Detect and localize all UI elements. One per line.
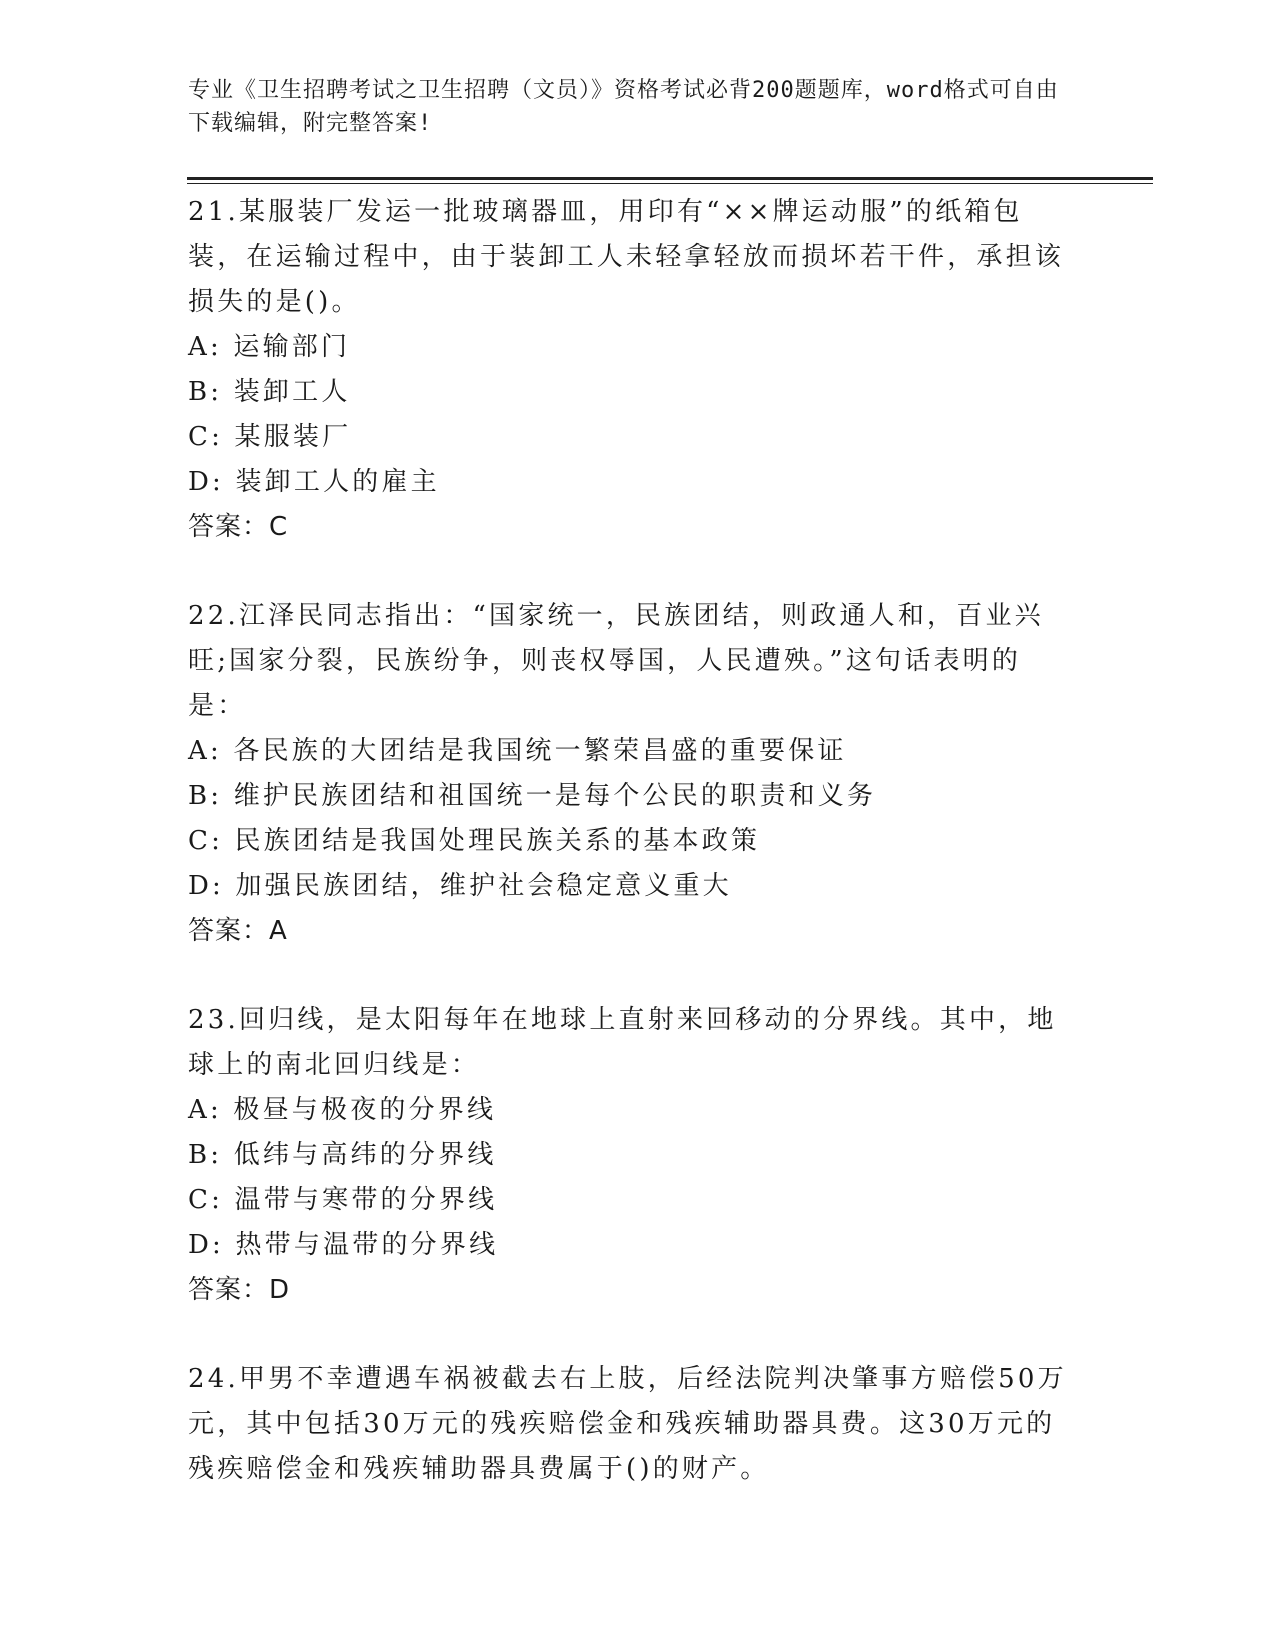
question-24 (188, 1357, 1078, 1492)
answer: 答案：D (188, 1275, 291, 1305)
option-b: B: 低纬与高纬的分界线 (188, 1140, 497, 1170)
option-d: D: 装卸工人的雇主 (188, 467, 440, 497)
option-b: B: 维护民族团结和祖国统一是每个公民的职责和义务 (188, 781, 877, 811)
question-23 (188, 998, 1078, 1313)
document-header: 专业《卫生招聘考试之卫生招聘（文员）》资格考试必背200题题库，word格式可自由下载编辑，附完整答案! (188, 78, 1059, 136)
option-b: B: 装卸工人 (188, 377, 351, 407)
option-d: D: 热带与温带的分界线 (188, 1230, 499, 1260)
header-divider-thin (187, 183, 1153, 184)
option-c: C: 某服装厂 (188, 422, 352, 452)
question-stem: 21.某服装厂发运一批玻璃器皿，用印有“××牌运动服”的纸箱包装，在运输过程中，由于装卸工人未轻拿轻放而损坏若干件，承担该损失的是()。 (188, 197, 1065, 317)
option-c: C: 民族团结是我国处理民族关系的基本政策 (188, 826, 761, 856)
question-stem: 23.回归线，是太阳每年在地球上直射来回移动的分界线。其中，地球上的南北回归线是： (188, 1005, 1057, 1080)
answer: 答案：A (188, 916, 288, 946)
question-21 (188, 190, 1078, 550)
option-a: A: 各民族的大团结是我国统一繁荣昌盛的重要保证 (188, 736, 847, 766)
question-22 (188, 594, 1078, 954)
option-a: A: 运输部门 (188, 332, 351, 362)
answer: 答案：C (188, 512, 289, 542)
option-c: C: 温带与寒带的分界线 (188, 1185, 498, 1215)
question-list (188, 190, 1078, 1536)
option-a: A: 极昼与极夜的分界线 (188, 1095, 497, 1125)
header-divider-thick (187, 177, 1153, 180)
option-d: D: 加强民族团结，维护社会稳定意义重大 (188, 871, 732, 901)
question-stem: 24.甲男不幸遭遇车祸被截去右上肢，后经法院判决肇事方赔偿50万元，其中包括30万元的残疾赔偿金和残疾辅助器具费。这30万元的残疾赔偿金和残疾辅助器具费属于()的财产。 (188, 1364, 1067, 1484)
question-stem: 22.江泽民同志指出：“国家统一，民族团结，则政通人和，百业兴旺;国家分裂，民族纷争，则丧权辱国，人民遭殃。”这句话表明的是： (188, 601, 1044, 721)
